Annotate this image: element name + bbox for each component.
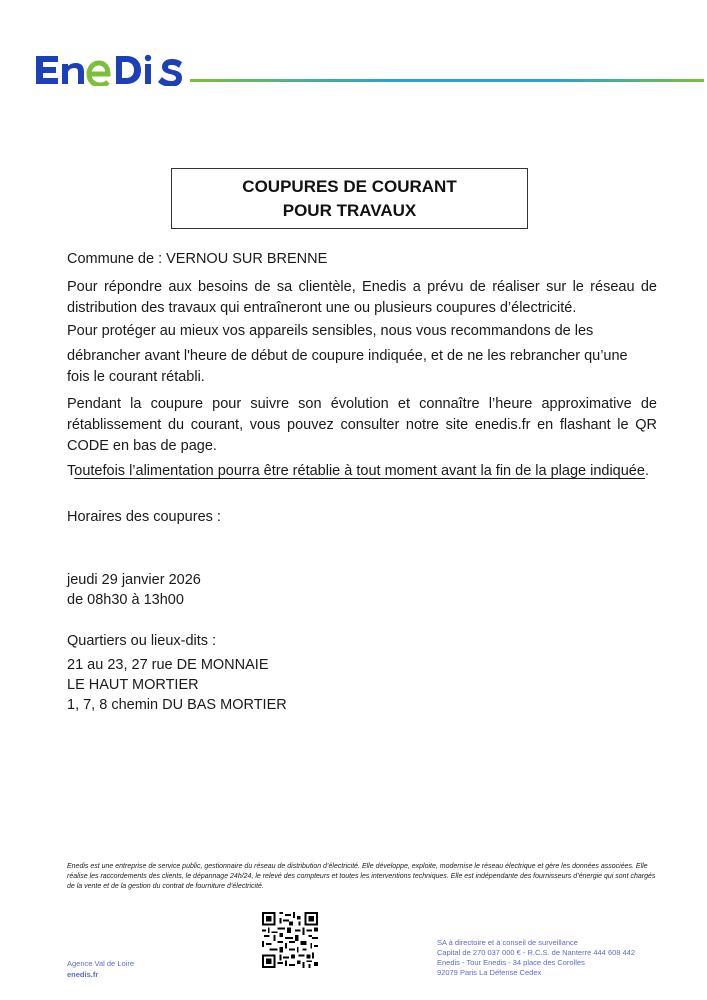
title-line-2: POUR TRAVAUX <box>282 201 417 220</box>
title-box <box>171 168 528 229</box>
warning-start: T <box>67 463 75 479</box>
legal-line: 92079 Paris La Défense Cedex <box>437 968 542 977</box>
legal-line: SA à directoire et à conseil de surveillance <box>437 938 578 947</box>
paragraph-protect-line2: débrancher avant l'heure de début de coupure indiquée, et de ne les rebrancher qu’une fois le courant rétabli. <box>67 348 628 385</box>
agency-name: Agence Val de Loire <box>67 959 134 968</box>
paragraph-protect-line1: Pour protéger au mieux vos appareils sensibles, nous vous recommandons de les <box>67 323 594 339</box>
legal-line: Enedis - Tour Enedis - 34 place des Corolles <box>437 958 585 967</box>
footer-disclaimer: Enedis est une entreprise de service public, gestionnaire du réseau de distribution d’électricité. Elle développe, exploite, modernise le réseau électrique et gère les données associées. Elle réalise les raccordements des clients, le dépannage 24h/24, le relevé des compteurs et toutes les interventions techniques. Elle est indépendante des fournisseurs d’énergie qui sont chargés de la vente et de la gestion du contrat de fourniture d’électricité. <box>67 863 656 890</box>
location-item: 1, 7, 8 chemin DU BAS MORTIER <box>67 697 287 713</box>
warning-underlined: outefois l’alimentation pourra être rétablie à tout moment avant la fin de la plage indiquée <box>74 463 645 479</box>
schedule-date: jeudi 29 janvier 2026 <box>67 572 201 588</box>
logo-underline <box>190 79 704 82</box>
qr-code-icon[interactable] <box>262 912 318 968</box>
footer-legal <box>437 938 635 978</box>
paragraph-warning <box>67 461 657 482</box>
location-item: LE HAUT MORTIER <box>67 677 199 693</box>
title-line-1: COUPURES DE COURANT <box>242 177 457 196</box>
schedule-label: Horaires des coupures : <box>67 509 221 525</box>
warning-end: . <box>644 463 649 479</box>
schedule-time: de 08h30 à 13h00 <box>67 592 184 608</box>
paragraph-follow: Pendant la coupure pour suivre son évolution et connaître l’heure approximative de rétablissement du courant, vous pouvez consulter notre site enedis.fr en flashant le QR CODE en bas de page. <box>67 396 657 454</box>
enedis-logo <box>34 52 186 86</box>
paragraph-intro: Pour répondre aux besoins de sa clientèle, Enedis a prévu de réaliser sur le réseau de distribution des travaux qui entraîneront une ou plusieurs coupures d’électricité. <box>67 279 657 316</box>
website-link[interactable]: enedis.fr <box>67 970 99 979</box>
legal-line: Capital de 270 037 000 € - R.C.S. de Nanterre 444 608 442 <box>437 948 636 957</box>
locations-label: Quartiers ou lieux-dits : <box>67 633 217 649</box>
commune-line: Commune de : VERNOU SUR BRENNE <box>67 251 328 267</box>
footer-agency <box>67 958 134 980</box>
location-item: 21 au 23, 27 rue DE MONNAIE <box>67 657 269 673</box>
